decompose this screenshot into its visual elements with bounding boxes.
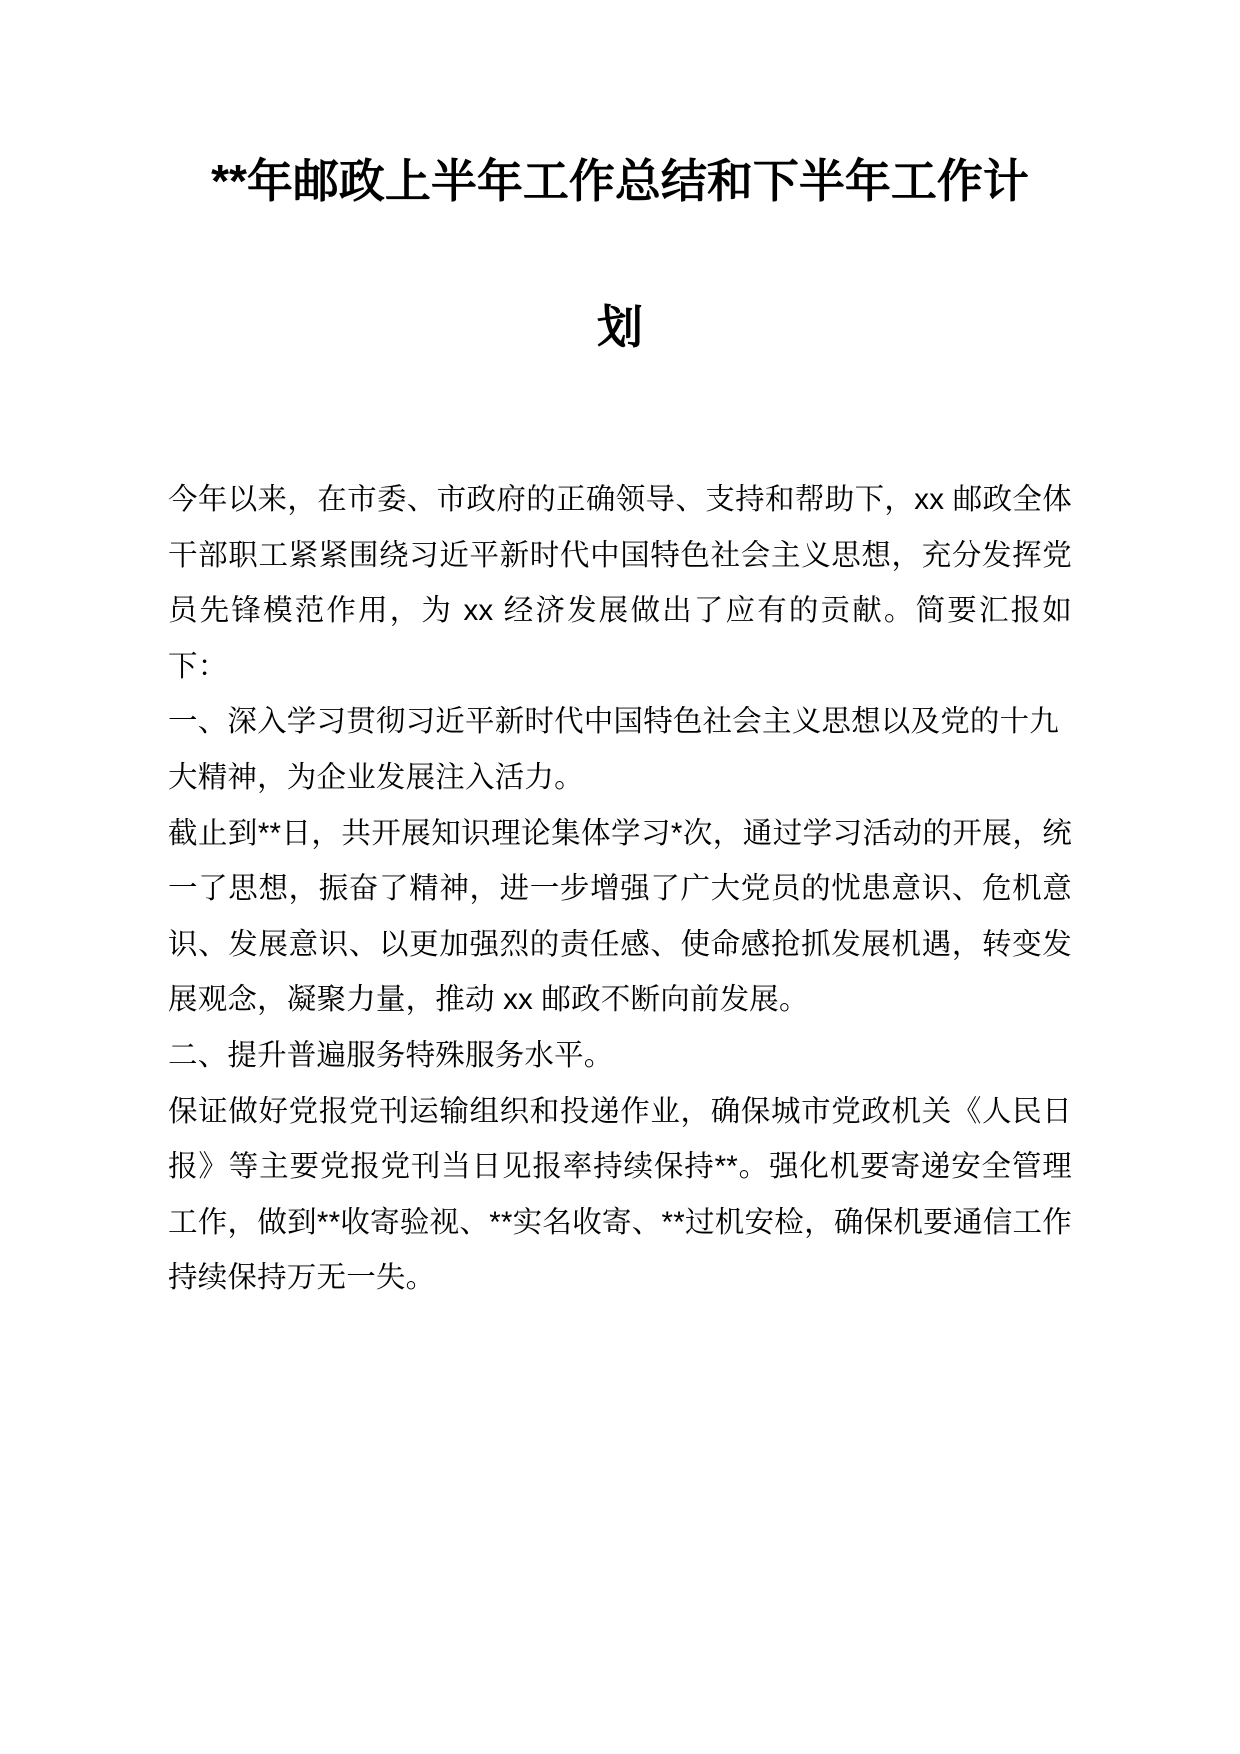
paragraph-section-one-body: 截止到**日，共开展知识理论集体学习*次，通过学习活动的开展，统一了思想，振奋了精神，进一步增强了广大党员的忧患意识、危机意识、发展意识、以更加强烈的责任感、使命感抢抓发展机遇，转变发展观念，凝聚力量，推动 xx 邮政不断向前发展。 bbox=[168, 816, 1072, 1017]
page-content-area bbox=[168, 0, 1072, 1754]
title-line-1: **年邮政上半年工作总结和下半年工作计 bbox=[211, 155, 1029, 207]
page-title bbox=[168, 108, 1072, 400]
title-line-2: 划 bbox=[597, 301, 643, 353]
document-body bbox=[168, 400, 1072, 1306]
paragraph-section-two-heading: 二、提升普遍服务特殊服务水平。 bbox=[168, 1038, 614, 1072]
paragraph-intro: 今年以来，在市委、市政府的正确领导、支持和帮助下，xx 邮政全体干部职工紧紧围绕习近平新时代中国特色社会主义思想，充分发挥党员先锋模范作用，为 xx 经济发展做出了应有的贡献。简要汇报如下： bbox=[168, 483, 1072, 683]
document-title-block bbox=[168, 0, 1072, 400]
paragraph-section-one-heading: 一、深入学习贯彻习近平新时代中国特色社会主义思想以及党的十九大精神，为企业发展注入活力。 bbox=[168, 705, 1060, 794]
paragraph-section-two-body: 保证做好党报党刊运输组织和投递作业，确保城市党政机关《人民日报》等主要党报党刊当日见报率持续保持**。强化机要寄递安全管理工作，做到**收寄验视、**实名收寄、**过机安检，确保机要通信工作持续保持万无一失。 bbox=[168, 1094, 1072, 1295]
